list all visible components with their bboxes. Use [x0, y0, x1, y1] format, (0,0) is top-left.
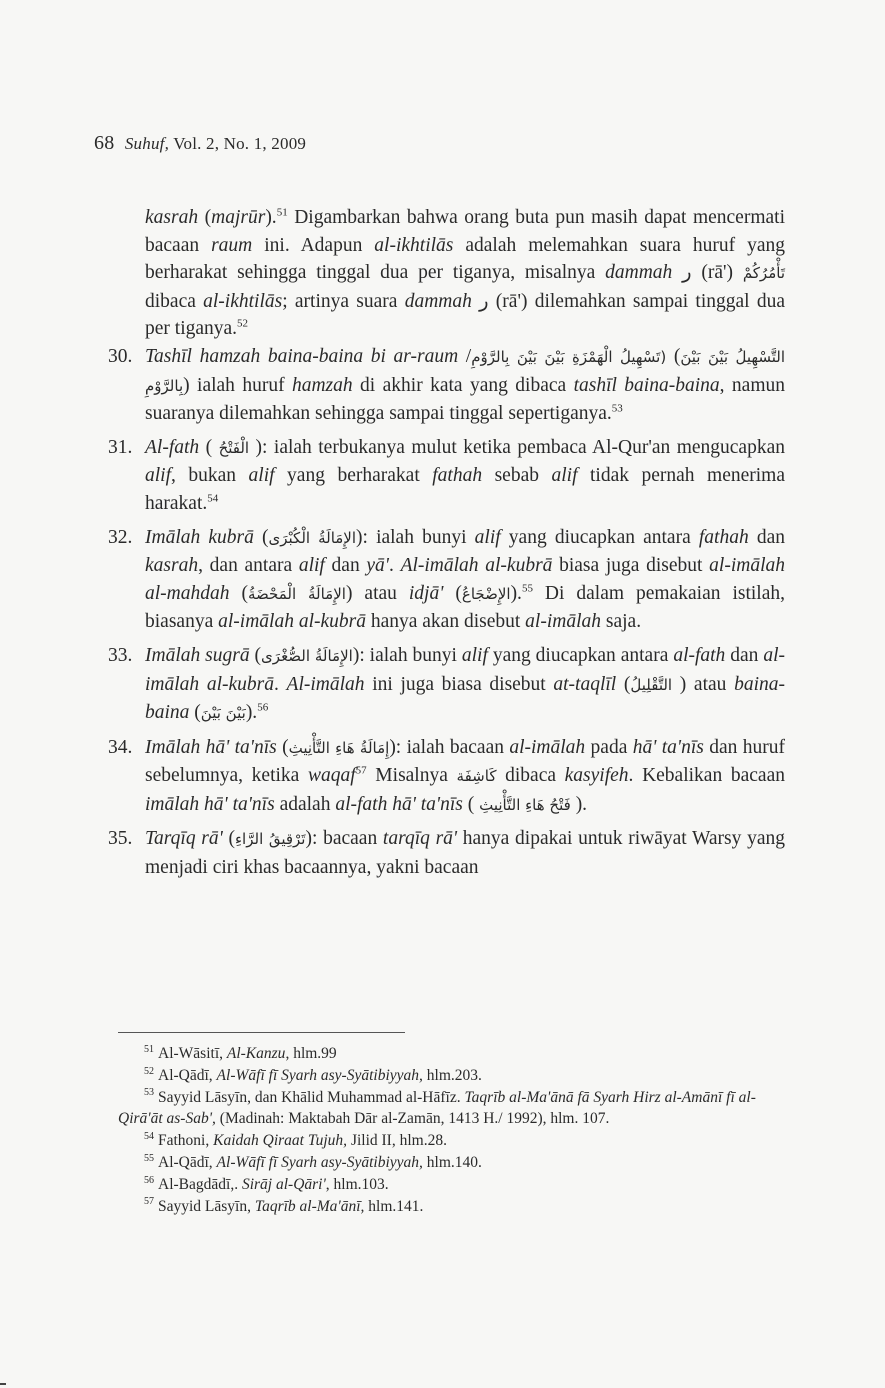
text: (: [249, 644, 262, 666]
term: alif: [461, 644, 488, 666]
term: al-imālah al-kubrā: [145, 644, 786, 695]
footnote-ref[interactable]: 56: [257, 701, 269, 714]
footnote-56: [118, 1174, 783, 1196]
footnote-51: [118, 1043, 783, 1065]
term: kasyifeh: [564, 765, 629, 787]
arabic-text: الإِضْجَاعُ: [461, 584, 511, 603]
text: , namun suaranya dilemahkan sehingga sampai tinggal sepertiganya.: [145, 374, 785, 425]
text: dan: [725, 644, 764, 666]
term: alif: [298, 555, 325, 577]
text: Al-Wāsitī,: [158, 1045, 227, 1062]
term: Imālah sugrā: [145, 644, 250, 666]
footnote-ref[interactable]: 52: [237, 317, 249, 330]
footnote-ref[interactable]: 57: [355, 764, 367, 777]
arabic-text: فَتْحُ هَاءِ التَّأْنِيثِ: [479, 795, 571, 814]
text: yang berharakat: [274, 465, 433, 487]
term: waqaf: [307, 765, 356, 787]
text: .: [273, 673, 287, 695]
text: Di dalam pemakaian istilah, biasanya: [145, 582, 786, 633]
text: ; artinya suara: [282, 290, 405, 312]
item-number: 31.: [108, 436, 133, 458]
text: ر (rā') dilemahkan sampai tinggal dua per tiganya.: [145, 290, 785, 340]
footnote-55: [118, 1152, 783, 1174]
term: hamzah: [291, 374, 353, 396]
source-title: Sirāj al-Qāri': [241, 1175, 326, 1193]
footnote-marker: 57: [144, 1196, 154, 1208]
text: , hlm.99: [285, 1045, 337, 1062]
text: , bukan: [171, 465, 249, 487]
text: dibaca: [496, 765, 565, 787]
text: (Madinah: Maktabah Dār al-Zamān, 1413 H./ 1992), hlm. 107.: [215, 1110, 610, 1128]
list-item-30: [0, 343, 785, 428]
source-title: Al-Wāfī fī Syarh asy-Syātibiyyah,: [216, 1153, 423, 1171]
text: , hlm.103.: [325, 1175, 389, 1193]
term: Al-imālah: [286, 673, 365, 695]
text: hlm.141.: [364, 1197, 424, 1215]
source-title: Al-Kanzu: [226, 1045, 286, 1062]
text: . Kebalikan bacaan: [628, 765, 785, 787]
page-number: 68: [94, 132, 115, 154]
term: al-imālah: [525, 611, 602, 633]
term: baina-baina: [145, 673, 785, 724]
text: (: [199, 436, 219, 458]
text: (: [666, 345, 681, 367]
text: Al-Bagdādī,.: [158, 1175, 242, 1193]
text: (: [222, 828, 235, 850]
text: biasa juga disebut: [552, 555, 710, 577]
footnotes: [118, 1043, 783, 1217]
arabic-text: تَأْمُرُكُمْ: [742, 264, 785, 283]
item-number: 35.: [108, 828, 133, 850]
term: alif: [145, 465, 172, 487]
text: Jilid II, hlm.28.: [347, 1132, 447, 1150]
text: dan: [748, 526, 785, 548]
term: Tarqīq rā': [145, 828, 223, 850]
text: (: [253, 526, 269, 548]
term: al-ikhtilās: [203, 290, 283, 312]
text: (: [462, 793, 480, 815]
text: ini juga biasa disebut: [364, 673, 554, 695]
text: (: [198, 207, 212, 228]
term: al-ikhtilās: [374, 234, 454, 256]
text: dan: [324, 555, 367, 577]
term: idjā': [408, 582, 444, 604]
text: ).: [510, 582, 522, 604]
text: Sayyid Lāsyīn,: [158, 1197, 255, 1215]
footnote-ref[interactable]: 55: [521, 582, 533, 595]
arabic-text: إِمَالَةُ هَاءِ التَّأْنِيثِ: [288, 738, 390, 757]
term: tashīl baina-baina: [573, 374, 720, 396]
scan-edge-mark: [0, 1383, 6, 1385]
main-text: [0, 204, 885, 888]
term: fathah: [698, 526, 749, 548]
text: tidak pernah menerima harakat.: [145, 465, 785, 514]
term: majrūr: [211, 207, 266, 228]
footnote-marker: 52: [144, 1065, 154, 1077]
journal-title: Suhuf,: [124, 134, 170, 153]
arabic-text: بَيْنَ بَيْنَ: [200, 704, 246, 723]
footnote-ref[interactable]: 54: [207, 492, 219, 505]
text: Al-Qādī,: [158, 1153, 217, 1171]
footnote-53: [118, 1087, 783, 1131]
text: Fathoni,: [158, 1132, 214, 1150]
source-title: Taqrīb al-Ma'ānā fā Syarh Hirz al-Amānī fī al-Qirā'āt as-Sab',: [118, 1088, 756, 1128]
text: (: [443, 582, 462, 604]
term: alif: [248, 465, 275, 487]
text: (: [229, 582, 248, 604]
text: (: [276, 736, 289, 758]
text: yang diucapkan antara: [500, 526, 699, 548]
term: kasrah: [145, 207, 199, 228]
text: (: [616, 673, 631, 695]
text: ).: [245, 702, 258, 724]
term: al-fath: [673, 644, 726, 666]
term: dammah: [404, 290, 472, 312]
intro-paragraph: [0, 204, 785, 343]
text: ر (rā'): [672, 262, 743, 284]
item-number: 32.: [108, 526, 133, 548]
text: sebab: [482, 465, 552, 487]
text: Al-Qādī,: [158, 1066, 217, 1084]
list-item-33: [0, 642, 785, 728]
source-title: Taqrīb al-Ma'ānī,: [254, 1197, 365, 1215]
list-item-32: [0, 524, 785, 636]
issue-info: Vol. 2, No. 1, 2009: [173, 134, 307, 153]
term: al-imālah al-kubrā: [218, 611, 366, 633]
term: dammah: [605, 262, 673, 284]
text: di akhir kata yang dibaca: [352, 374, 574, 396]
text: hlm.203.: [422, 1066, 482, 1084]
text: Sayyid Lāsyīn, dan Khālid Muhammad al-Hāfīz.: [158, 1088, 465, 1106]
term: Al-fath: [145, 436, 200, 458]
list-item-31: [0, 434, 785, 518]
arabic-text: (تَسْهِيلُ الْهَمْزَةِ بَيْنَ بَيْنَ بِالرَّوْمِ: [471, 347, 667, 366]
text: adalah: [274, 793, 336, 815]
footnote-54: [118, 1130, 783, 1152]
arabic-text: الإِمَالَةُ الصُّغْرَى: [261, 646, 353, 665]
term: al-fath hā' ta'nīs: [335, 793, 463, 815]
footnote-ref[interactable]: 53: [611, 402, 623, 415]
footnote-marker: 55: [144, 1152, 154, 1164]
item-number: 34.: [108, 736, 133, 758]
footnote-57: [118, 1196, 783, 1218]
term: alif: [474, 526, 501, 548]
text: ).: [265, 207, 277, 228]
item-number: 30.: [108, 345, 133, 367]
text: hlm.140.: [422, 1153, 482, 1171]
arabic-text: تَرْقِيقُ الرَّاءِ: [235, 830, 306, 849]
text: yang diucapkan antara: [487, 644, 674, 666]
footnote-ref[interactable]: 51: [276, 206, 288, 219]
text: ).: [570, 793, 588, 815]
text: ): ialah terbukanya mulut ketika pembaca Al-Qur'an mengucapkan: [249, 436, 785, 458]
text: ) atau: [672, 673, 735, 695]
arabic-text: الإِمَالَةُ الْمَحْضَةُ: [247, 584, 346, 603]
running-header: [94, 132, 306, 155]
term: fathah: [432, 465, 483, 487]
text: .: [388, 555, 401, 577]
term: kasrah: [145, 555, 199, 577]
text: dibaca: [145, 290, 204, 312]
term: Imālah hā' ta'nīs: [145, 736, 277, 758]
term: al-imālah al-mahdah: [145, 555, 785, 604]
term: Tashīl hamzah baina-baina bi ar-raum: [145, 345, 459, 367]
text: (: [189, 702, 201, 724]
term: hā' ta'nīs: [632, 736, 704, 758]
source-title: Kaidah Qiraat Tujuh,: [213, 1132, 348, 1150]
term: imālah hā' ta'nīs: [145, 793, 275, 815]
text: ) atau: [345, 582, 409, 604]
footnote-marker: 54: [144, 1131, 154, 1143]
text: Digambarkan bahwa orang buta pun masih dapat mencermati bacaan: [145, 207, 785, 256]
source-title: Al-Wāfī fī Syarh asy-Syātibiyyah,: [216, 1066, 423, 1084]
text: hanya dipakai untuk riwāyat Warsy yang menjadi ciri khas bacaannya, yakni bacaan: [145, 828, 785, 879]
text: dan huruf sebelumnya, ketika: [145, 736, 785, 787]
footnote-marker: 53: [144, 1087, 154, 1099]
item-number: 33.: [108, 644, 133, 666]
text: hanya akan disebut: [365, 611, 526, 633]
text: ): ialah bunyi: [356, 526, 475, 548]
text: adalah melemahkan suara huruf yang berharakat sehingga tinggal dua per tiganya, misalnya: [145, 234, 786, 284]
footnote-marker: 51: [144, 1043, 154, 1055]
text: /: [458, 345, 472, 367]
term: yā': [366, 555, 389, 577]
term: raum: [211, 234, 253, 256]
arabic-text: كَاشِفَة: [456, 767, 497, 786]
list-item-35: [0, 825, 785, 881]
text: pada: [585, 736, 633, 758]
text: ): bacaan: [305, 828, 383, 850]
term: al-imālah: [509, 736, 586, 758]
text: Misalnya: [366, 765, 457, 787]
footnote-52: [118, 1065, 783, 1087]
term: tarqīq rā': [382, 828, 458, 850]
text: saja.: [601, 611, 642, 633]
footnote-separator: [118, 1032, 405, 1033]
list-item-34: [0, 734, 785, 820]
text: ) ialah huruf: [183, 374, 292, 396]
arabic-text: التَّقْلِيلُ: [630, 675, 673, 694]
term: at-taqlīl: [553, 673, 617, 695]
arabic-text: الْفَتْحُ: [218, 438, 250, 457]
text: ): ialah bunyi: [352, 644, 462, 666]
term: Imālah kubrā: [145, 526, 254, 548]
arabic-text: الإِمَالَةُ الْكُبْرَى: [268, 528, 357, 547]
term: alif: [551, 465, 578, 487]
text: ini. Adapun: [252, 234, 375, 256]
text: , dan antara: [198, 555, 299, 577]
term: Al-imālah al-kubrā: [400, 555, 553, 577]
arabic-text: التَّسْهِيلُ بَيْنَ بَيْنَ بِالرَّوْمِ: [145, 347, 786, 395]
text: ): ialah bacaan: [389, 736, 510, 758]
footnote-marker: 56: [144, 1174, 154, 1186]
